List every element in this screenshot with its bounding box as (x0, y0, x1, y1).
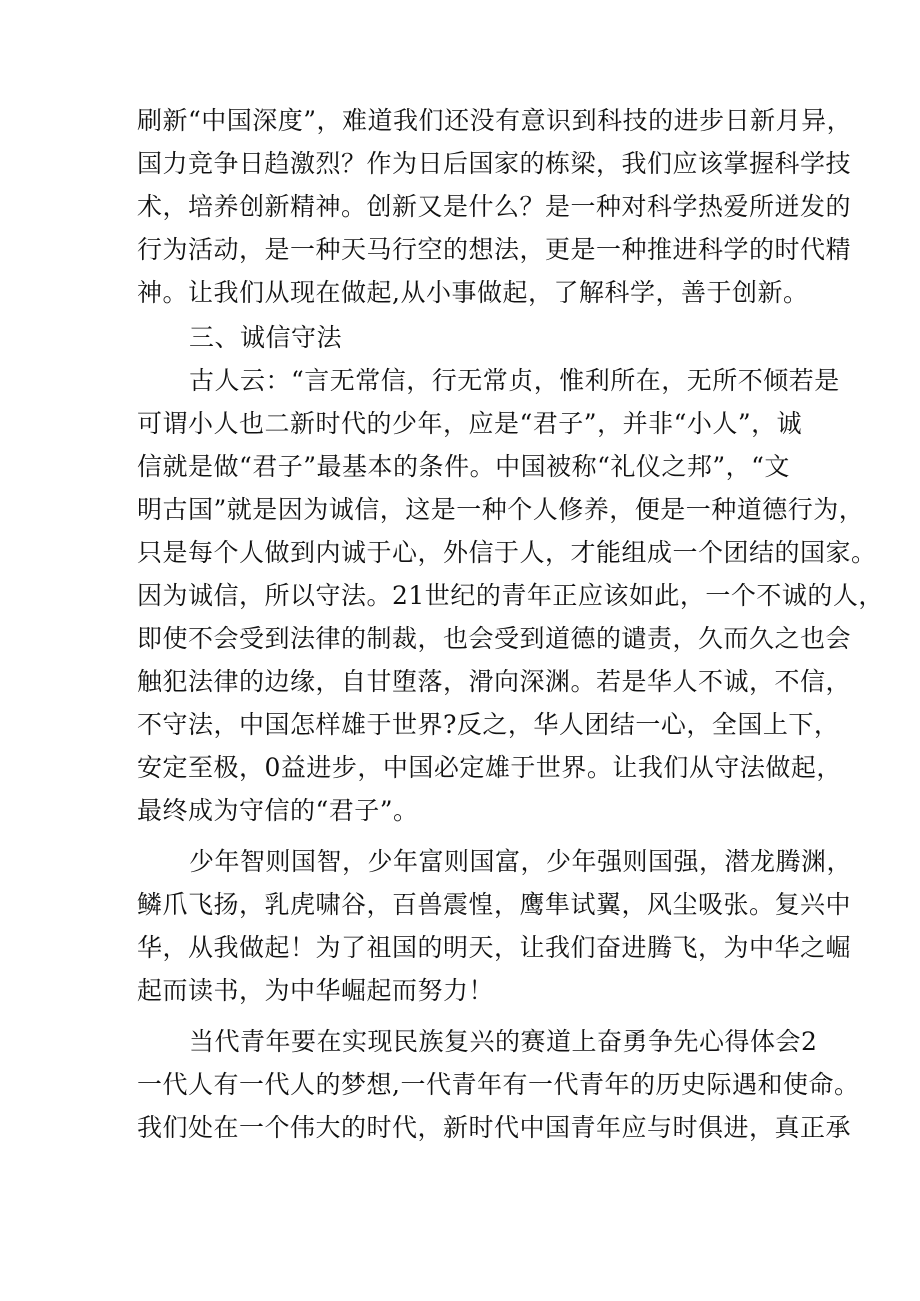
paragraph-line: 华，从我做起！为了祖国的明天，让我们奋进腾飞，为中华之崛 (137, 933, 852, 962)
paragraph-line: 神。让我们从现在做起,从小事做起，了解科学，善于创新。 (137, 278, 809, 307)
paragraph-line: 行为活动，是一种天马行空的想法，更是一种推进科学的时代精 (137, 235, 852, 264)
paragraph-line: 最终成为守信的“君子”。 (137, 796, 419, 825)
paragraph-line: 古人云：“言无常信，行无常贞，惟利所在，无所不倾若是 (189, 366, 840, 395)
paragraph-line: 不守法，中国怎样雄于世界?反之，华人团结一心，全国上下， (137, 710, 840, 739)
paragraph-line: 明古国”就是因为诚信，这是一种个人修养，便是一种道德行为， (137, 495, 865, 524)
paragraph-line: 术，培养创新精神。创新又是什么？是一种对科学热爱所迸发的 (137, 192, 852, 221)
paragraph-line: 因为诚信，所以守法。21世纪的青年正应该如此，一个不诚的人， (137, 581, 884, 610)
paragraph-line: 当代青年要在实现民族复兴的赛道上奋勇争先心得体会2 (189, 1027, 818, 1056)
paragraph-line: 安定至极，0益进步，中国必定雄于世界。让我们从守法做起， (137, 753, 842, 782)
paragraph-line: 可谓小人也二新时代的少年，应是“君子”，并非“小人”，诚 (137, 409, 803, 438)
section-heading: 三、诚信守法 (189, 323, 343, 352)
paragraph-line: 只是每个人做到内诚于心，外信于人，才能组成一个团结的国家。 (137, 538, 877, 567)
paragraph-line: 起而读书，为中华崛起而努力！ (137, 976, 495, 1005)
paragraph-line: 触犯法律的边缘，自甘堕落，滑向深渊。若是华人不诚，不信， (137, 667, 852, 696)
paragraph-line: 国力竞争日趋激烈？作为日后国家的栋梁，我们应该掌握科学技 (137, 149, 852, 178)
document-body (137, 99, 884, 1149)
paragraph-line: 少年智则国智，少年富则国富，少年强则国强，潜龙腾渊， (189, 847, 853, 876)
paragraph-line: 鳞爪飞扬，乳虎啸谷，百兽震惶，鹰隼试翼，风尘吸张。复兴中 (137, 890, 852, 919)
paragraph-line: 一代人有一代人的梦想,一代青年有一代青年的历史际遇和使命。 (137, 1070, 860, 1099)
paragraph-line: 刷新“中国深度”，难道我们还没有意识到科技的进步日新月异， (137, 106, 853, 135)
paragraph-line: 即使不会受到法律的制裁，也会受到道德的谴责，久而久之也会 (137, 624, 852, 653)
paragraph-line: 我们处在一个伟大的时代，新时代中国青年应与时俱进，真正承 (137, 1113, 852, 1142)
paragraph-line: 信就是做“君子”最基本的条件。中国被称“礼仪之邦”，“文 (137, 452, 790, 481)
